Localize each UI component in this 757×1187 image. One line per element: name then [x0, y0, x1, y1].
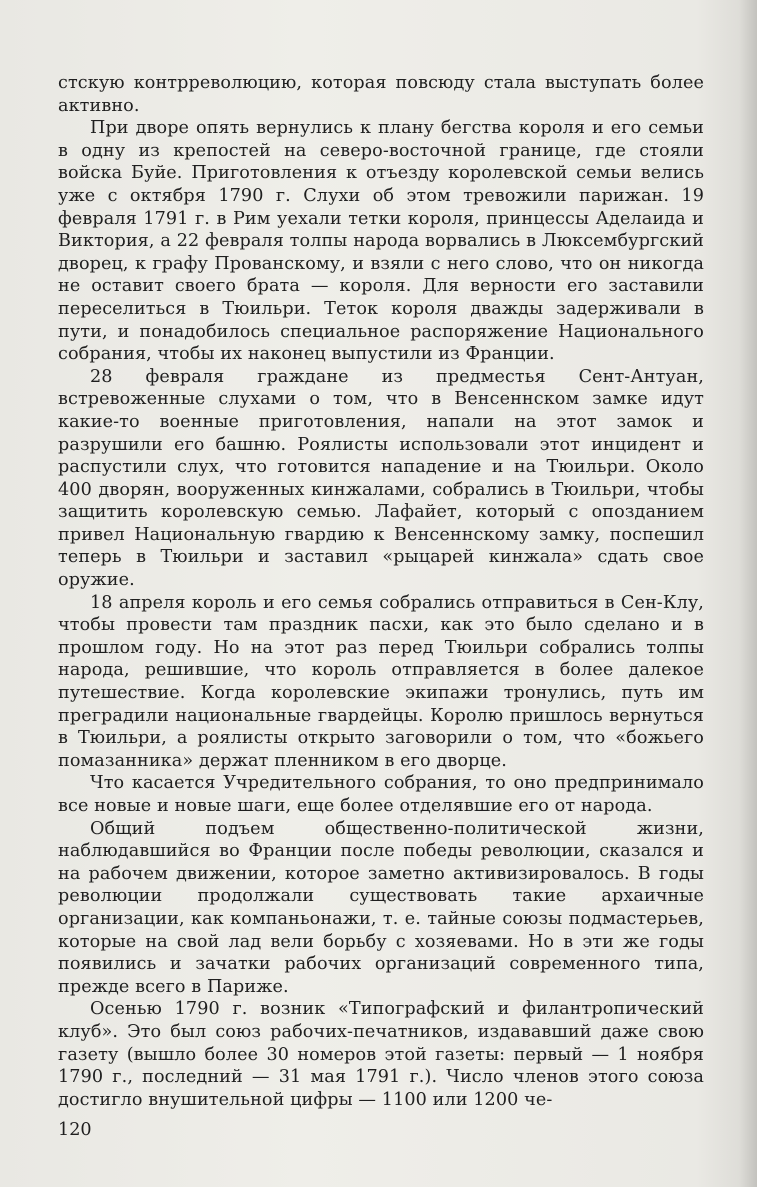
- spine-shadow: [739, 0, 757, 1187]
- paragraph-labor-movement: Общий подъем общественно-политической жизни, наблюдавшийся во Франции после победы революции, сказался и на рабочем движении, которое заметно активизировалось. В годы революции продолжали существовать такие архаичные организации, как компаньонажи, т. е. тайные союзы подмастерьев, которые на свой лад вели борьбу с хозяевами. Но в эти же годы появились и зачатки рабочих организаций современного типа, прежде всего в Париже.: [58, 818, 704, 997]
- paragraph-typographic-club: Осенью 1790 г. возник «Типографский и филантропический клуб». Это был союз рабочих-печатников, издававший даже свою газету (вышло более 30 номеров этой газеты: первый — 1 ноября 1790 г., последний — 31 мая 1791 г.). Число членов этого союза достигло внушительной цифры — 1100 или 1200 че-: [58, 999, 704, 1110]
- paragraph-escape-plans: При дворе опять вернулись к плану бегства короля и его семьи в одну из крепостей на северо-восточной границе, где стояли войска Буйе. Приготовления к отъезду королевской семьи велись уже с октября 1790 г. Слухи об этом тревожили парижан. 19 февраля 1791 г. в Рим уехали тетки короля, принцессы Аделаида и Виктория, а 22 февраля толпы народа ворвались в Люксембургский дворец, к графу Прованскому, и взяли с него слово, что он никогда не оставит своего брата — короля. Для верности его заставили переселиться в Тюильри. Теток короля дважды задерживали в пути, и понадобилось специальное распоряжение Национального собрания, чтобы их наконец выпустили из Франции.: [58, 118, 704, 365]
- paragraph-vincennes: 28 февраля граждане из предместья Сент-Антуан, встревоженные слухами о том, что в Венсеннском замке идут какие-то военные приготовления, напали на этот замок и разрушили его башню. Роялисты использовали этот инцидент и распустили слух, что готовится нападение и на Тюильри. Около 400 дворян, вооруженных кинжалами, собрались в Тюильри, чтобы защитить королевскую семью. Лафайет, который с опозданием привел Национальную гвардию к Венсеннскому замку, поспешил теперь в Тюильри и заставил «рыцарей кинжала» сдать свое оружие.: [58, 366, 704, 591]
- paragraph-continuation: стскую контрреволюцию, которая повсюду стала выступать более активно.: [58, 73, 704, 116]
- paragraph-constituent-assembly: Что касается Учредительного собрания, то оно предпринимало все новые и новые шаги, еще более отделявшие его от народа.: [58, 773, 704, 816]
- body-text: [58, 72, 704, 1111]
- page-number: 120: [58, 1120, 92, 1140]
- paragraph-saint-cloud: 18 апреля король и его семья собрались отправиться в Сен-Клу, чтобы провести там праздник пасхи, как это было сделано и в прошлом году. Но на этот раз перед Тюильри собрались толпы народа, решившие, что король отправляется в более далекое путешествие. Когда королевские экипажи тронулись, путь им преградили национальные гвардейцы. Королю пришлось вернуться в Тюильри, а роялисты открыто заговорили о том, что «божьего помазанника» держат пленником в его дворце.: [58, 592, 704, 771]
